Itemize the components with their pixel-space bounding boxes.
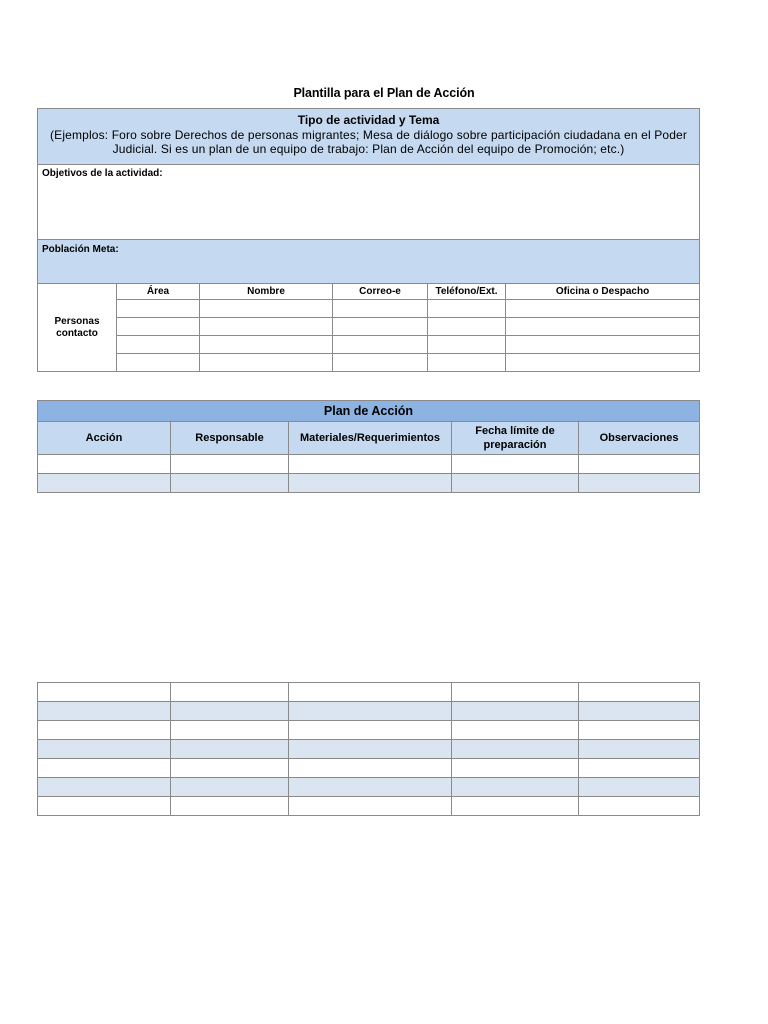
plan-cell[interactable] <box>289 455 452 474</box>
contact-cell[interactable] <box>333 336 428 354</box>
plan-header-responsable: Responsable <box>171 422 289 455</box>
plan-cell[interactable] <box>289 797 452 816</box>
plan-cell[interactable] <box>38 455 171 474</box>
plan-cell[interactable] <box>171 759 289 778</box>
plan-header-accion: Acción <box>38 422 171 455</box>
plan-cell[interactable] <box>452 702 579 721</box>
plan-cell[interactable] <box>289 721 452 740</box>
plan-cell[interactable] <box>579 759 700 778</box>
plan-cell[interactable] <box>452 778 579 797</box>
plan-accion-table <box>37 400 700 493</box>
contact-header-oficina: Oficina o Despacho <box>506 284 700 300</box>
plan-cell[interactable] <box>171 683 289 702</box>
plan-cell[interactable] <box>38 474 171 493</box>
contact-row <box>38 354 700 372</box>
plan-cell[interactable] <box>38 759 171 778</box>
plan-accion-continuation-table <box>37 682 700 816</box>
contact-cell[interactable] <box>200 318 333 336</box>
contact-cell[interactable] <box>428 318 506 336</box>
plan-cell[interactable] <box>38 778 171 797</box>
contact-row <box>38 336 700 354</box>
plan-row <box>38 702 700 721</box>
plan-cell[interactable] <box>579 778 700 797</box>
plan-cell[interactable] <box>171 778 289 797</box>
personas-contacto-label: Personas contacto <box>38 284 117 372</box>
contact-cell[interactable] <box>117 354 200 372</box>
plan-cell[interactable] <box>289 759 452 778</box>
plan-cell[interactable] <box>452 740 579 759</box>
plan-cell[interactable] <box>579 702 700 721</box>
contact-cell[interactable] <box>333 300 428 318</box>
contact-header-nombre: Nombre <box>200 284 333 300</box>
plan-cell[interactable] <box>38 702 171 721</box>
contact-cell[interactable] <box>200 336 333 354</box>
plan-row <box>38 740 700 759</box>
plan-cell[interactable] <box>171 797 289 816</box>
plan-cell[interactable] <box>452 759 579 778</box>
plan-cell[interactable] <box>171 721 289 740</box>
plan-header-materiales: Materiales/Requerimientos <box>289 422 452 455</box>
contact-cell[interactable] <box>506 300 700 318</box>
objetivos-field[interactable] <box>38 165 700 240</box>
plan-cell[interactable] <box>38 721 171 740</box>
plan-row <box>38 683 700 702</box>
plan-cell[interactable] <box>171 740 289 759</box>
tema-title: Tipo de actividad y Tema <box>297 113 440 127</box>
poblacion-field[interactable] <box>38 240 700 284</box>
plan-row <box>38 455 700 474</box>
plan-cell[interactable] <box>452 474 579 493</box>
contact-cell[interactable] <box>428 354 506 372</box>
plan-cell[interactable] <box>579 740 700 759</box>
tema-cell[interactable] <box>38 109 700 165</box>
contact-header-telefono: Teléfono/Ext. <box>428 284 506 300</box>
plan-cell[interactable] <box>289 683 452 702</box>
plan-cell[interactable] <box>171 702 289 721</box>
plan-cell[interactable] <box>289 702 452 721</box>
contact-cell[interactable] <box>117 336 200 354</box>
objetivos-label: Objetivos de la actividad: <box>42 168 163 179</box>
contact-cell[interactable] <box>333 354 428 372</box>
contact-cell[interactable] <box>506 336 700 354</box>
plan-cell[interactable] <box>38 797 171 816</box>
contact-cell[interactable] <box>333 318 428 336</box>
contact-cell[interactable] <box>506 354 700 372</box>
plan-cell[interactable] <box>171 455 289 474</box>
contact-cell[interactable] <box>117 300 200 318</box>
contact-header-correo: Correo-e <box>333 284 428 300</box>
plan-cell[interactable] <box>38 683 171 702</box>
poblacion-label: Población Meta: <box>42 244 119 255</box>
plan-row <box>38 474 700 493</box>
activity-form-table <box>37 108 700 372</box>
plan-cell[interactable] <box>579 721 700 740</box>
plan-row <box>38 797 700 816</box>
tema-description: (Ejemplos: Foro sobre Derechos de personas migrantes; Mesa de diálogo sobre participación ciudadana en el Poder Judicial. Si es un plan de un equipo de trabajo: Plan de Acción del equipo de Promoción; etc.) <box>50 128 688 156</box>
contact-cell[interactable] <box>506 318 700 336</box>
plan-cell[interactable] <box>289 474 452 493</box>
plan-row <box>38 759 700 778</box>
contact-cell[interactable] <box>428 300 506 318</box>
contact-cell[interactable] <box>117 318 200 336</box>
plan-cell[interactable] <box>579 683 700 702</box>
contact-header-area: Área <box>117 284 200 300</box>
plan-row <box>38 721 700 740</box>
plan-header-fecha: Fecha límite de preparación <box>452 422 579 455</box>
plan-cell[interactable] <box>452 721 579 740</box>
plan-cell[interactable] <box>579 474 700 493</box>
contact-cell[interactable] <box>428 336 506 354</box>
plan-row <box>38 778 700 797</box>
contact-row <box>38 300 700 318</box>
plan-header-observaciones: Observaciones <box>579 422 700 455</box>
plan-cell[interactable] <box>579 455 700 474</box>
plan-cell[interactable] <box>171 474 289 493</box>
contact-cell[interactable] <box>200 354 333 372</box>
plan-cell[interactable] <box>38 740 171 759</box>
plan-title: Plan de Acción <box>38 401 700 422</box>
contact-cell[interactable] <box>200 300 333 318</box>
plan-cell[interactable] <box>579 797 700 816</box>
plan-cell[interactable] <box>289 740 452 759</box>
page-title: Plantilla para el Plan de Acción <box>293 86 475 100</box>
plan-cell[interactable] <box>452 683 579 702</box>
plan-cell[interactable] <box>452 797 579 816</box>
contact-row <box>38 318 700 336</box>
plan-cell[interactable] <box>452 455 579 474</box>
plan-cell[interactable] <box>289 778 452 797</box>
